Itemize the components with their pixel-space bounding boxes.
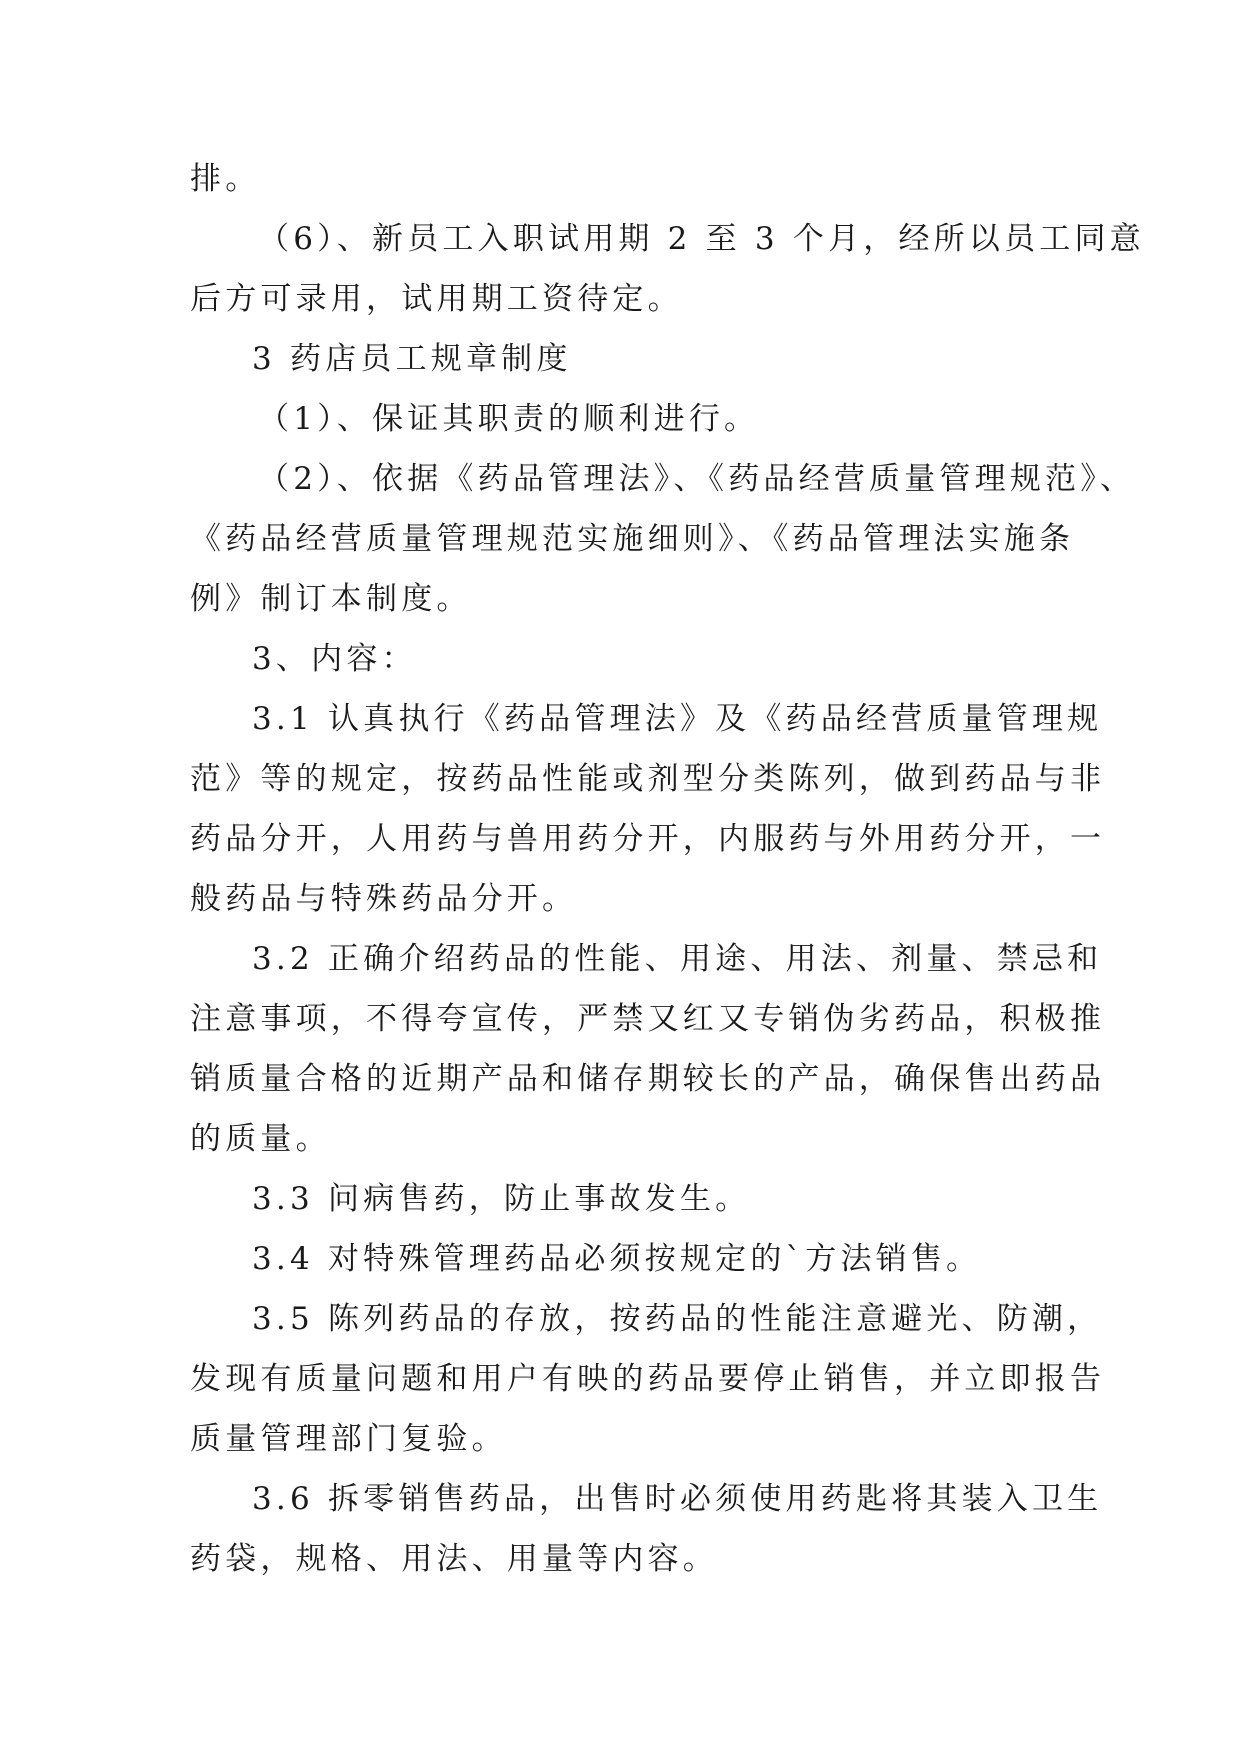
text-line: 例》制订本制度。 bbox=[190, 581, 472, 617]
text-line: 《药品经营质量管理规范实施细则》、《药品管理法实施条 bbox=[190, 521, 1075, 557]
text-line: 排。 bbox=[190, 161, 261, 197]
text-line: 销质量合格的近期产品和储存期较长的产品，确保售出药品 bbox=[190, 1061, 1106, 1097]
section-heading: 3 药店员工规章制度 bbox=[252, 341, 572, 377]
text-line: 药品分开，人用药与兽用药分开，内服药与外用药分开，一 bbox=[190, 821, 1106, 857]
text-line: 质量管理部门复验。 bbox=[190, 1421, 507, 1457]
text-line: 3.6 拆零销售药品，出售时必须使用药匙将其装入卫生 bbox=[252, 1481, 1103, 1517]
section-heading: 3、内容： bbox=[252, 641, 417, 677]
text-line: 药袋，规格、用法、用量等内容。 bbox=[190, 1541, 718, 1577]
text-line: 后方可录用，试用期工资待定。 bbox=[190, 281, 683, 317]
text-line: （6）、新员工入职试用期 2 至 3 个月，经所以员工同意 bbox=[258, 221, 1145, 257]
text-line: 3.2 正确介绍药品的性能、用途、用法、剂量、禁忌和 bbox=[252, 941, 1103, 977]
text-line: 范》等的规定，按药品性能或剂型分类陈列，做到药品与非 bbox=[190, 761, 1106, 797]
text-line: （2）、依据《药品管理法》、《药品经营质量管理规范》、 bbox=[258, 461, 1136, 497]
text-line: 3.3 问病售药，防止事故发生。 bbox=[252, 1181, 751, 1217]
text-line: 发现有质量问题和用户有映的药品要停止销售，并立即报告 bbox=[190, 1361, 1106, 1397]
text-line: 3.5 陈列药品的存放，按药品的性能注意避光、防潮， bbox=[252, 1301, 1103, 1337]
text-line: 3.1 认真执行《药品管理法》及《药品经营质量管理规 bbox=[252, 701, 1103, 737]
text-line: 的质量。 bbox=[190, 1121, 331, 1157]
text-line: （1）、保证其职责的顺利进行。 bbox=[258, 401, 760, 437]
text-line: 3.4 对特殊管理药品必须按规定的`方法销售。 bbox=[252, 1241, 982, 1277]
text-line: 注意事项，不得夸宣传，严禁又红又专销伪劣药品，积极推 bbox=[190, 1001, 1106, 1037]
text-line: 般药品与特殊药品分开。 bbox=[190, 881, 578, 917]
